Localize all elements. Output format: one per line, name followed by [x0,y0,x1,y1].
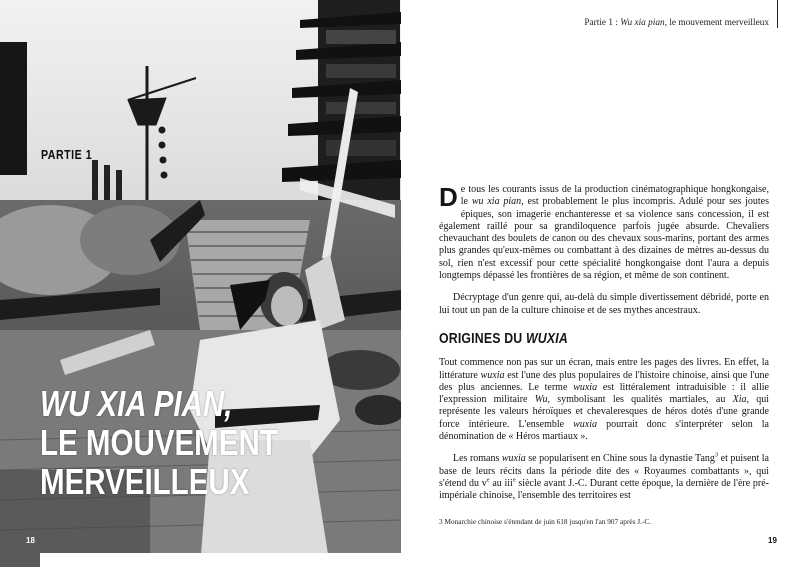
chapter-title [40,384,330,501]
p3-t3: est littéralement intraduisible : il allie l'expression militaire [439,381,769,406]
part-tab-marker [0,42,27,175]
footnote-ref: 3 [714,452,719,460]
p3-i3: Wu [534,394,548,406]
drop-cap: D [439,182,458,212]
p3-t1: Tout commence non pas sur un écran, mais entre les pages des livres. En effet, la littérature [439,357,769,381]
paragraph-3 [439,357,769,443]
title-line-2: LE MOUVEMENT [40,422,278,463]
title-line-1: WU XIA PIAN, [40,383,233,424]
running-head-prefix: Partie 1 : [584,18,621,28]
p4-t3: et puisent la base de leurs récits dans la période dite des « Royaumes combattants », qui s'étend du v [439,453,769,489]
intro-paragraph [439,184,769,282]
p3-t4: , symbolisant les qualités martiales, au [547,394,733,406]
intro-italic-1: wu xia pian [471,196,522,208]
body-text [439,184,769,513]
p4-i1: wuxia [501,453,526,465]
p3-i2: wuxia [573,381,598,393]
section-heading [439,330,720,347]
footnote: 3 Monarchie chinoise s'étendant de juin 618 jusqu'en l'an 907 après J.-C. [439,517,652,526]
running-head [584,18,769,28]
p4-t4: au iii [489,477,513,489]
page-number-right: 19 [768,536,777,545]
p4-sup3: e [512,476,516,484]
p4-t2: se popularisent en Chine sous la dynastie Tang [525,453,715,465]
paragraph-4 [439,453,769,502]
running-head-italic: Wu xia pian [620,18,665,28]
intro-text-2: , est probablement le plus incompris. Adulé pour ses joutes épiques, son imagerie enchanteresse et sa violence sans concession, il est également raillé pour sa grandiloquence parfois jugée absurde. Chevaliers chevauchant des boulets de canon ou des chevaux sous-marins, portant des armes plus grandes qu'eux-mêmes ou combattant à des dizaines de mètres au-dessus du sol, rien n'est excessif pour cette spécialité hongkongaise dont l'aura a depuis longtemps dépassé les frontières de sa région, et même de son continent. [439,196,770,282]
p3-t5: , qui représente les valeurs héroïques et chevaleresques de héros dotés d'une grande force intérieure. L'ensemble [439,394,770,430]
intro-text-1: e tous les courants issus de la production cinématographique hongkongaise, le [460,184,769,208]
p3-t6: pourrait donc s'interpréter selon la dénomination de « Héros martiaux ». [439,418,769,443]
running-head-suffix: , le mouvement merveilleux [664,18,769,28]
p3-i1: wuxia [480,369,505,381]
title-line-3: MERVEILLEUX [40,461,250,502]
right-page [401,0,800,567]
p3-i5: wuxia [573,418,598,430]
heading-prefix: ORIGINES DU [439,330,526,347]
p4-t1: Les romans [453,453,502,465]
p3-t2: est l'une des plus populaires de l'histoire chinoise, ainsi que l'une des plus anciennes. Le terme [439,369,769,393]
running-head-rule [777,0,778,28]
heading-italic: WUXIA [525,330,568,347]
bottom-bar [40,553,401,567]
part-label: PARTIE 1 [41,148,93,162]
p4-t5: siècle avant J.-C. Durant cette époque, la dernière de l'ère pré-impériale chinoise, l'ensemble des territoires est [439,477,769,502]
p3-i4: Xia [732,394,747,406]
page-number-left: 18 [26,536,35,545]
p4-sup2: e [486,476,490,484]
paragraph-2: Décryptage d'un genre qui, au-delà du simple divertissement débridé, porte en lui tout un pan de la culture chinoise et de ses mythes ancestraux. [439,292,769,316]
